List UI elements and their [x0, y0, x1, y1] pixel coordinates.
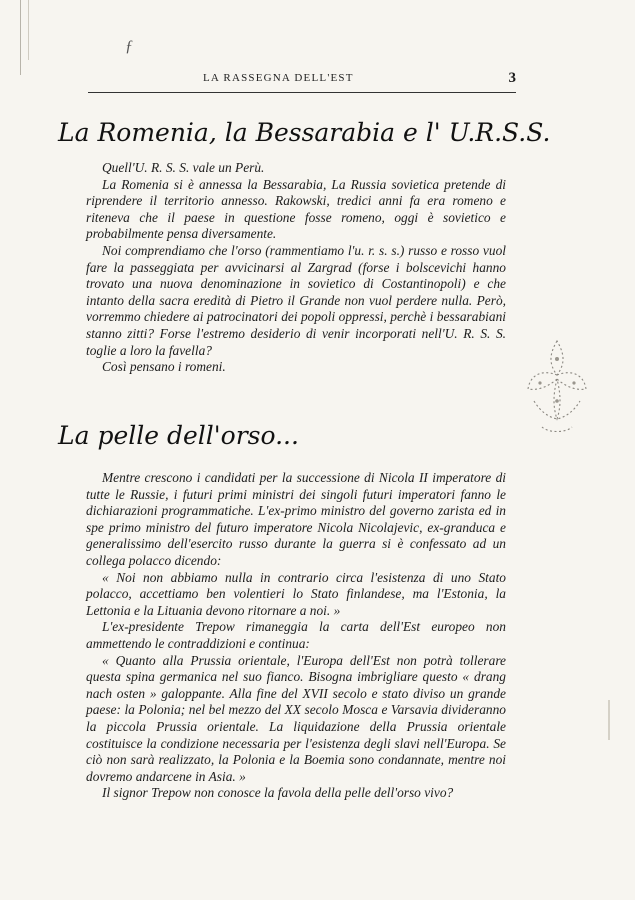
paragraph: Noi comprendiamo che l'orso (rammentiamo l'u. r. s. s.) russo e rosso vuol fare la passeggiata per avvicinarsi al Zargrad (forse i bolscevichi hanno trovato una nuova denominazione in sovietico di Costantinopoli) e che intanto della sacra eredità di Pietro il Grande non vuol perdere nulla. Però, vorremmo chiedere ai patrocinatori dei popoli oppressi, perchè i bessarabiani stanno zitti? Forse l'estremo desiderio di venir incorporati nell'U. R. S. S. toglie a loro la favella?	[86, 242, 506, 358]
paragraph: Quell'U. R. S. S. vale un Perù.	[102, 160, 265, 175]
running-title: LA RASSEGNA DELL'EST	[203, 72, 354, 84]
page-edge-mark	[608, 700, 610, 740]
section-body-romenia	[86, 160, 506, 376]
section-title-pelle-orso: La pelle dell'orso...	[58, 421, 299, 450]
section-body-pelle-orso	[86, 470, 506, 802]
paragraph-quote: « Quanto alla Prussia orientale, l'Europa dell'Est non potrà tollerare questa spina germanica nel suo fianco. Bisogna imbrigliare questo « drang nach osten » galoppante. Alla fine del XVII secolo e stato diviso un grande paese: la Polonia; nel bel mezzo del XX secolo Mosca e Varsavia divideranno la piccola Prussia orientale. La liquidazione della Prussia orientale costituisce la condizione necessaria per l'esistenza degli slavi nell'Europa. Se ciò non sarà realizzato, la Polonia e la Boemia sono condannate, mentre noi dovremo andarcene in Asia. »	[86, 652, 506, 784]
binding-edge-line-inner	[28, 0, 29, 60]
paragraph-quote: « Noi non abbiamo nulla in contrario circa l'esistenza di uno Stato polacco, accettiamo ben volentieri lo Stato finlandese, ma l'Estonia, la Lettonia e la Lituania devono ritornare a noi. »	[86, 569, 506, 618]
paragraph: Mentre crescono i candidati per la successione di Nicola II imperatore di tutte le Russie, i futuri primi ministri dei singoli futuri imperatori fanno le dichiarazioni programmatiche. L'ex-primo ministro del governo zarista ed in spe primo ministro del futuro imperatore Nicola Nicolajevic, ex-granduca e generalissimo dell'esercito russo durante la guerra si è confessato ad un collega polacco dicendo:	[86, 470, 506, 568]
binding-edge-line	[20, 0, 21, 75]
paragraph: La Romenia si è annessa la Bessarabia, La Russia sovietica pretende di riprendere il territorio annesso. Rakowski, tredici anni fa era romeno e riteneva che il paese in questione fosse romeno, oggi è sovietico e probabilmente pensa diversamente.	[86, 176, 506, 242]
paragraph: Così pensano i romeni.	[102, 359, 226, 375]
running-head	[88, 70, 516, 90]
ink-mark: ƒ	[125, 38, 133, 55]
page-number: 3	[508, 70, 516, 86]
paragraph: L'ex-presidente Trepow rimaneggia la carta dell'Est europeo non ammettendo le contraddizioni e continua:	[86, 619, 506, 651]
fleuron-ornament-icon	[520, 335, 595, 445]
header-rule	[88, 92, 516, 93]
section-title-romenia: La Romenia, la Bessarabia e l' U.R.S.S.	[58, 118, 551, 147]
paragraph: Il signor Trepow non conosce la favola della pelle dell'orso vivo?	[102, 785, 454, 801]
